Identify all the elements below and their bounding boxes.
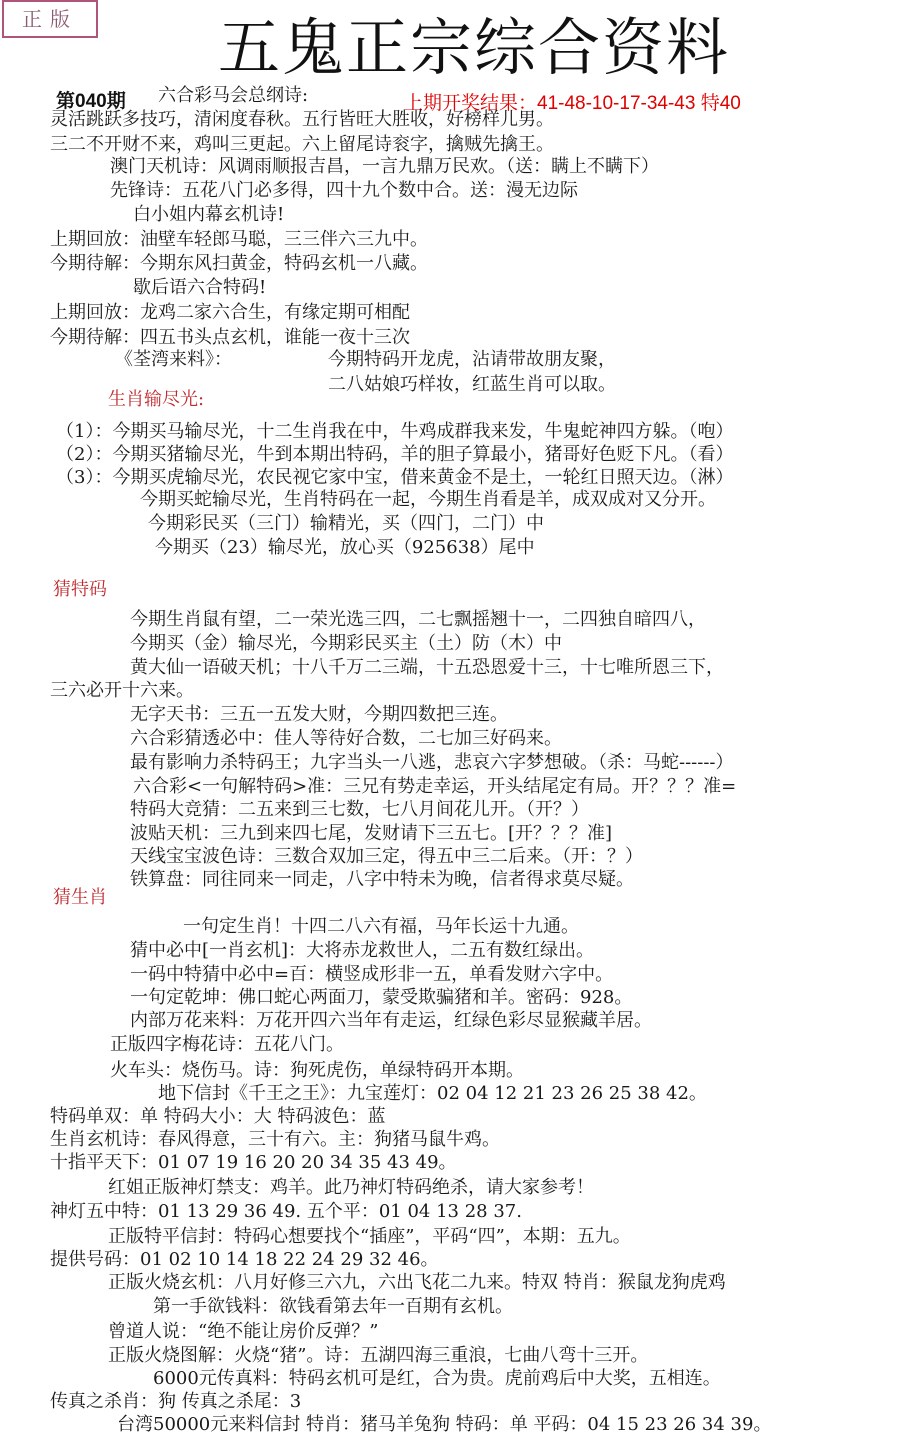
text-line: 今期生肖鼠有望，二一荣光选三四，二七飘摇翘十一，二四独自暗四八， xyxy=(130,609,706,630)
text-line: 提供号码：01 02 10 14 18 22 24 29 32 46。 xyxy=(50,1249,439,1270)
text-line: 六合彩猜透必中：佳人等待好合数，二七加三好码来。 xyxy=(130,728,562,749)
text-line: 传真之杀肖：狗 传真之杀尾：3 xyxy=(50,1391,302,1412)
text-line: 上期回放：油壁车轻郎马聪，三三伴六三九中。 xyxy=(50,229,428,250)
text-line: 特码单双：单 特码大小：大 特码波色：蓝 xyxy=(50,1106,386,1127)
text-line: 红姐正版神灯禁支：鸡羊。此乃神灯特码绝杀，请大家参考！ xyxy=(108,1177,594,1198)
text-line: 最有影响力杀特码王；九字当头一八逃，悲哀六字梦想破。（杀：马蛇------） xyxy=(130,752,734,773)
section-heading: 猜生肖 xyxy=(53,887,107,908)
text-line: 今期买（23）输尽光，放心买（925638）尾中 xyxy=(155,537,535,558)
text-line: 十指平天下：01 07 19 16 20 20 34 35 43 49。 xyxy=(50,1152,457,1173)
text-line: （1）：今期买马输尽光，十二生肖我在中，牛鸡成群我来发，牛鬼蛇神四方躲。（咆） xyxy=(56,421,734,442)
text-line: 正版火烧图解：火烧“猪”。诗：五湖四海三重浪，七曲八弯十三开。 xyxy=(108,1345,649,1366)
text-line: 内部万花来料：万花开四六当年有走运，红绿色彩尽显猴藏羊居。 xyxy=(130,1010,652,1031)
text-line: 二八姑娘巧样妆，红蓝生肖可以取。 xyxy=(328,374,616,395)
last-draw-result: 上期开奖结果：41-48-10-17-34-43 特40 xyxy=(404,93,741,114)
text-line: 火车头：烧伤马。诗：狗死虎伤，单绿特码开本期。 xyxy=(110,1060,524,1081)
official-badge: 正版 xyxy=(2,0,98,38)
text-line: 第一手欲钱料：欲钱看第去年一百期有玄机。 xyxy=(153,1296,513,1317)
text-line: 今期彩民买（三门）输精光，买（四门，二门）中 xyxy=(148,513,544,534)
text-line: 一码中特猜中必中=百：横竖成形非一五，单看发财六字中。 xyxy=(130,964,614,985)
text-line: 地下信封《千王之王》：九宝莲灯：02 04 12 21 23 26 25 38 42。 xyxy=(158,1083,707,1104)
text-line: 神灯五中特：01 13 29 36 49. 五个平：01 04 13 28 37. xyxy=(50,1201,522,1222)
text-line: 六合彩<一句解特码>准：三兄有势走幸运，开头结尾定有局。开？？？准= xyxy=(133,776,737,797)
text-line: 今期待解：四五书头点玄机，谁能一夜十三次 xyxy=(50,327,410,348)
text-line: 三六必开十六来。 xyxy=(50,680,194,701)
text-line: 先锋诗：五花八门必多得，四十九个数中合。送：漫无边际 xyxy=(110,180,578,201)
text-line: 天线宝宝波色诗：三数合双加三定，得五中三二后来。（开：？） xyxy=(130,846,643,867)
text-line: 歇后语六合特码! xyxy=(133,277,267,298)
text-line: 澳门天机诗：风调雨顺报吉昌，一言九鼎万民欢。（送：瞒上不瞒下） xyxy=(110,156,659,177)
issue-number: 第040期 xyxy=(56,91,126,112)
page-title: 五鬼正宗综合资料 xyxy=(218,11,731,84)
text-line: 正版特平信封：特码心想要找个“插座”，平码“四”，本期：五九。 xyxy=(108,1226,631,1247)
text-line: 白小姐内幕玄机诗! xyxy=(133,204,285,225)
text-line: 黄大仙一语破天机；十八千万二三端，十五恐恩爱十三，十七唯所恩三下， xyxy=(130,657,724,678)
text-line: 今期买（金）输尽光，今期彩民买主（土）防（木）中 xyxy=(130,633,562,654)
text-line: 正版四字梅花诗：五花八门。 xyxy=(110,1034,344,1055)
text-line: 猜中必中[一肖玄机]：大将赤龙救世人，二五有数红绿出。 xyxy=(130,940,595,961)
text-line: 六合彩马会总纲诗: xyxy=(158,85,309,106)
text-line: 特码大竞猜：二五来到三七数，七八月间花儿开。（开？） xyxy=(130,799,589,820)
text-line: 正版火烧玄机：八月好修三六九，六出飞花二九来。特双 特肖：猴鼠龙狗虎鸡 xyxy=(108,1272,726,1293)
text-line: 6000元传真料：特码玄机可是红，合为贵。虎前鸡后中大奖，五相连。 xyxy=(153,1368,721,1389)
text-line: 今期买蛇输尽光，生肖特码在一起，今期生肖看是羊，成双成对又分开。 xyxy=(140,489,716,510)
section-heading: 猜特码 xyxy=(53,579,107,600)
text-line: （2）：今期买猪输尽光，牛到本期出特码，羊的胆子算最小，猪哥好色贬下凡。（看） xyxy=(56,444,734,465)
text-line: 生肖玄机诗：春风得意，三十有六。主：狗猪马鼠牛鸡。 xyxy=(50,1129,500,1150)
text-line: 无字天书：三五一五发大财，今期四数把三连。 xyxy=(130,704,508,725)
text-line: 灵活跳跃多技巧，清闲度春秋。五行皆旺大胜收，好榜样儿男。 xyxy=(50,109,554,130)
text-line: 一句定乾坤：佛口蛇心两面刀，蒙受欺骗猪和羊。密码：928。 xyxy=(130,987,633,1008)
text-line: 铁算盘：同往同来一同走，八字中特未为晚，信者得求莫尽疑。 xyxy=(130,869,634,890)
text-line: （3）：今期买虎输尽光，农民视它家中宝，借来黄金不是土，一轮红日照天边。（淋） xyxy=(56,467,734,488)
text-line: 三二不开财不来，鸡叫三更起。六上留尾诗衮字，擒贼先擒王。 xyxy=(50,134,554,155)
text-line: 今期特码开龙虎，沾请带故朋友聚， xyxy=(328,349,616,370)
text-line: 上期回放：龙鸡二家六合生，有缘定期可相配 xyxy=(50,302,410,323)
text-line: 《荃湾来料》： xyxy=(115,349,232,370)
text-line: 台湾50000元来料信封 特肖：猪马羊兔狗 特码：单 平码：04 15 23 26 34 39。 xyxy=(117,1414,772,1435)
text-line: 今期待解：今期东风扫黄金，特码玄机一八藏。 xyxy=(50,253,428,274)
section-heading: 生肖输尽光: xyxy=(108,389,205,410)
text-line: 曾道人说：“绝不能让房价反弹？” xyxy=(108,1321,379,1342)
text-line: 波贴天机：三九到来四七尾，发财请下三五七。[开？？？准] xyxy=(130,823,613,844)
text-line: 一句定生肖！十四二八六有福，马年长运十九通。 xyxy=(183,916,579,937)
